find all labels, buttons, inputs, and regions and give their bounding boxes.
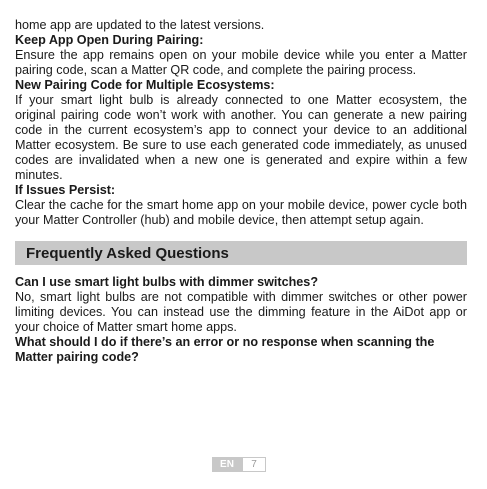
faq-section-bar (15, 241, 467, 265)
keep-open-text: Ensure the app remains open on your mobile device while you enter a Matter pairing code, scan a Matter QR code, and complete the pairing process. (15, 48, 467, 77)
page-footer (212, 457, 266, 472)
keep-open-heading: Keep App Open During Pairing: (15, 33, 204, 47)
intro-tail-text: home app are updated to the latest versions. (15, 18, 265, 32)
faq-answer-1: No, smart light bulbs are not compatible with dimmer switches or other power limiting devices. You can instead use the dimming feature in the AiDot app or your choice of Matter smart home apps. (15, 290, 467, 334)
issues-heading: If Issues Persist: (15, 183, 116, 197)
issues-text: Clear the cache for the smart home app on your mobile device, power cycle both your Matter Controller (hub) and mobile device, then attempt setup again. (15, 198, 467, 227)
faq-question-2: What should I do if there’s an error or no response when scanning the Matter pairing code? (15, 335, 435, 364)
faq-question-1: Can I use smart light bulbs with dimmer switches? (15, 275, 319, 289)
manual-page (15, 18, 467, 365)
new-code-heading: New Pairing Code for Multiple Ecosystems: (15, 78, 275, 92)
language-badge: EN (212, 457, 242, 472)
faq-section-title: Frequently Asked Questions (26, 244, 229, 262)
page-number: 7 (242, 457, 266, 472)
new-code-text: If your smart light bulb is already connected to one Matter ecosystem, the original pairing code won’t work with another. You can generate a new pairing code in the current ecosystem’s app to connect your device to an additional Matter ecosystem. Be sure to use each generated code immediately, as unused codes are invalidated when a new one is generated and expire within a few minutes. (15, 93, 467, 182)
